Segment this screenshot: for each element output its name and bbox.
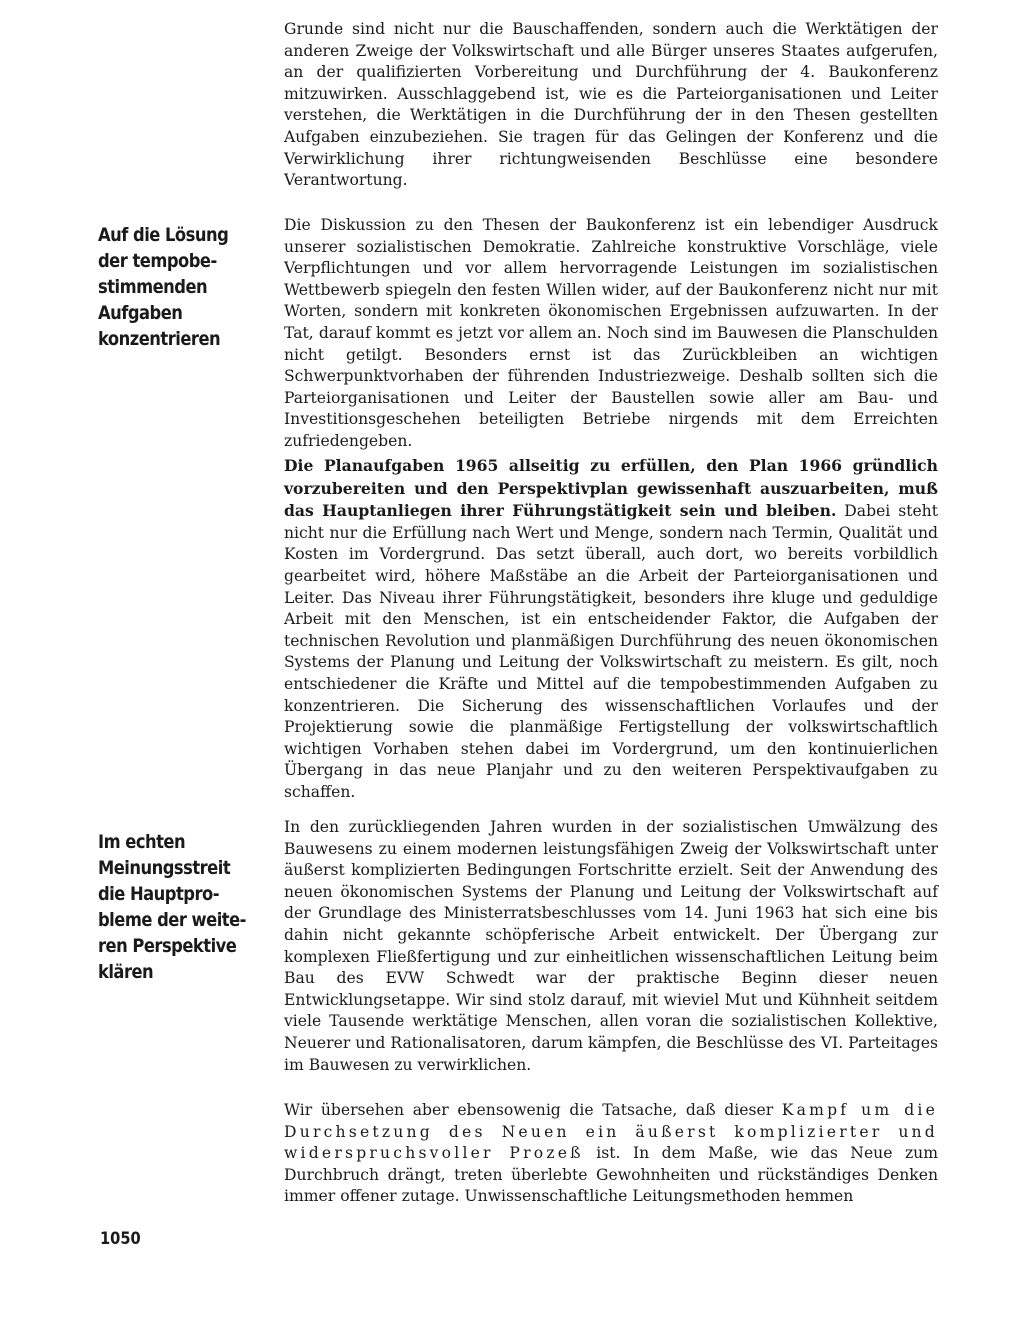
section-heading-line: stimmenden	[98, 276, 208, 298]
section-heading-line: klären	[98, 961, 154, 983]
section2-paragraph2-start: Wir übersehen aber ebensowenig die Tatsache, daß dieser	[284, 1101, 782, 1119]
section-heading-line: der tempobe-	[98, 250, 217, 272]
section2-paragraph2-spaced-emphasis: Kampf um die Durchsetzung des Neuen ein äußerst komplizierter und widerspruchsvoller Prozeß	[284, 1101, 938, 1163]
section2-paragraph2	[284, 1100, 938, 1208]
section-heading-loesung	[98, 222, 236, 352]
section-heading-line: Meinungsstreit	[98, 857, 231, 879]
section2-paragraph1: In den zurückliegenden Jahren wurden in der sozialistischen Umwälzung des Bauwesens zu einem modernen leistungsfähigen Zweig der Volkswirtschaft unter äußerst komplizierten Bedingungen Fortschritte erzielt. Seit der Anwendung des neuen ökonomischen Systems der Planung und Leitung der Volkswirtschaft auf der Grundlage des Ministerratsbeschlusses vom 14. Juni 1963 hat sich eine bis dahin nicht gekannte schöpferische Arbeit entwickelt. Der Übergang zur komplexen Fließfertigung und zur einheitlichen wissenschaftlichen Leitung beim Bau des EVW Schwedt war der praktische Beginn dieser neuen Entwicklungsetappe. Wir sind stolz darauf, mit wieviel Mut und Kühnheit seitdem viele Tausende werktätige Menschen, allen voran die sozialistischen Kollektive, Neuerer und Rationalisatoren, darum kämpfen, die Beschlüsse des VI. Parteitages im Bauwesen zu verwirklichen.	[284, 818, 938, 1074]
section1-paragraph2-text: Dabei steht nicht nur die Erfüllung nach Wert und Menge, sondern nach Termin, Qualität und Kosten im Vordergrund. Das setzt überall, auch dort, wo bereits vorbildlich gearbeitet wird, höhere Maßstäbe an die Arbeit der Parteiorganisationen und Leiter. Das Niveau ihrer Führungstätigkeit, besonders ihre kluge und geduldige Arbeit mit den Menschen, ist ein entscheidender Faktor, die Aufgaben der technischen Revolution und planmäßigen Durchführung des neuen ökonomischen Systems der Planung und Leitung der Volkswirtschaft zu meistern. Es gilt, noch entschiedener die Kräfte und Mittel auf die tempobestimmenden Aufgaben zu konzentrieren. Die Sicherung des wissenschaftlichen Vorlaufes und der Projektierung sowie die planmäßige Fertigstellung der volkswirtschaftlich wichtigen Vorhaben stehen dabei im Vordergrund, um den kontinuierlichen Übergang in das neue Planjahr und zu den weiteren Perspektivaufgaben zu schaffen.	[284, 502, 938, 801]
section-heading-line: die Hauptpro-	[98, 883, 219, 905]
section-heading-line: ren Perspektive	[98, 935, 237, 957]
section2-paragraph2-end: ist. In dem Maße, wie das Neue zum Durchbruch drängt, treten überlebte Gewohnheiten und rückständiges Denken immer offener zutage. Unwissenschaftliche Leitungsmethoden hemmen	[284, 1144, 938, 1206]
intro-paragraph: Grunde sind nicht nur die Bauschaffenden, sondern auch die Werktätigen der anderen Zweige der Volkswirtschaft und alle Bürger unseres Staates aufgerufen, an der qualifizierten Vorbereitung und Durchführung der 4. Baukonferenz mitzuwirken. Ausschlaggebend ist, wie es die Parteiorganisationen und Leiter verstehen, die Werktätigen in die Durchführung der in den Thesen gestellten Aufgaben einzubeziehen. Sie tragen für das Gelingen der Konferenz und die Verwirklichung ihrer richtungweisenden Beschlüsse eine besondere Verantwortung.	[284, 20, 938, 190]
section-heading-line: Aufgaben	[98, 302, 183, 324]
section-heading-line: Im echten	[98, 831, 186, 853]
page-number: 1050	[100, 1229, 141, 1249]
section-heading-line: konzentrieren	[98, 328, 221, 350]
section-heading-line: Auf die Lösung	[98, 224, 229, 246]
section1-paragraph2-bold-lead: Die Planaufgaben 1965 allseitig zu erfüllen, den Plan 1966 gründlich vorzubereiten und den Perspektivplan gewissenhaft auszuarbeiten, muß das Hauptanliegen ihrer Führungstätigkeit sein und bleiben.	[284, 456, 938, 521]
section-heading-line: bleme der weite-	[98, 909, 246, 931]
section1-paragraph1: Die Diskussion zu den Thesen der Baukonferenz ist ein lebendiger Ausdruck unserer sozialistischen Demokratie. Zahlreiche konstruktive Vorschläge, viele Verpflichtungen und vor allem hervorragende Leistungen im sozialistischen Wettbewerb spiegeln den festen Willen wider, auf der Baukonferenz nicht nur mit Worten, sondern mit konkreten ökonomischen Ergebnissen aufzuwarten. In der Tat, darauf kommt es jetzt vor allem an. Noch sind im Bauwesen die Planschulden nicht getilgt. Besonders ernst ist das Zurückbleiben an wichtigen Schwerpunktvorhaben der führenden Industriezweige. Deshalb sollten sich die Parteiorganisationen und Leiter der Baustellen sowie aller am Bau- und Investitionsgeschehen beteiligten Betriebe nirgends mit dem Erreichten zufriedengeben.	[284, 216, 938, 450]
section-heading-meinungsstreit	[98, 829, 246, 985]
section1-paragraph2	[284, 455, 938, 804]
